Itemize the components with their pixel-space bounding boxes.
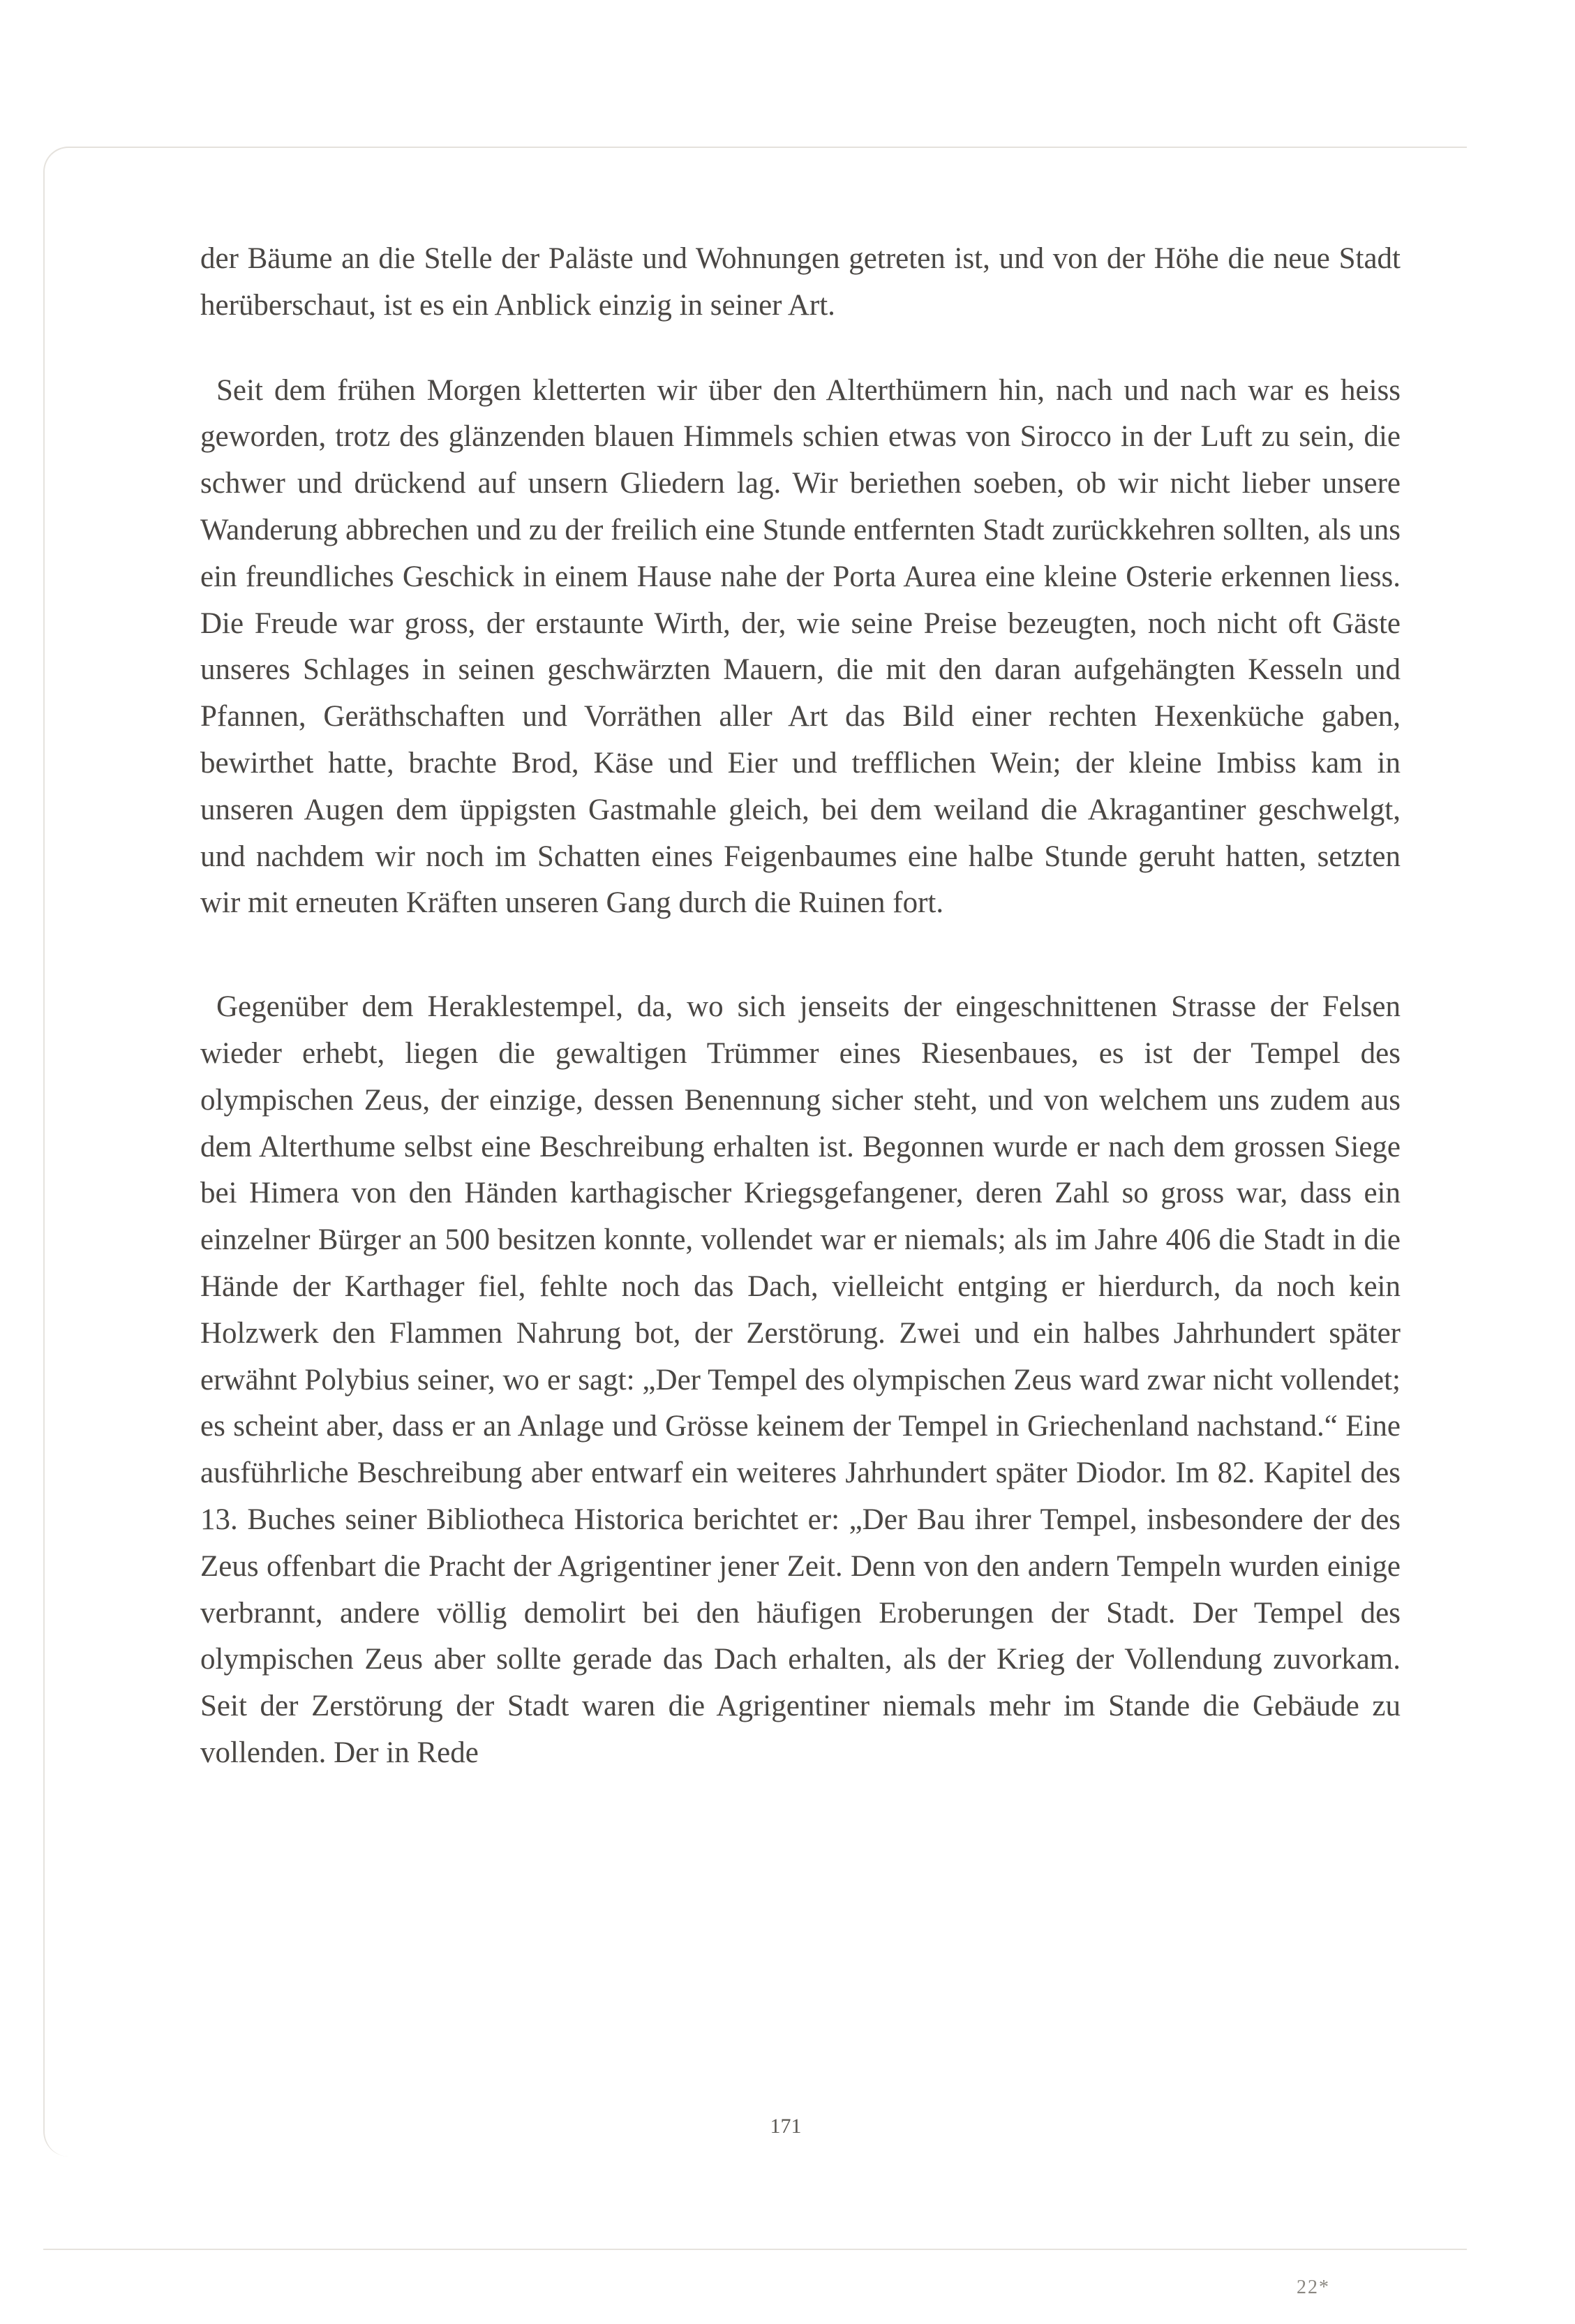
paragraph-3: Gegenüber dem Heraklestempel, da, wo sich jenseits der eingeschnittenen Strasse der Felsen wieder erhebt, liegen die gewaltigen Trümmer eines Riesenbaues, es ist der Tempel des olympischen Zeus, der einzige, dessen Benennung sicher steht, und von welchem uns zudem aus dem Alterthume selbst eine Beschreibung erhalten ist. Begonnen wurde er nach dem grossen Siege bei Himera von den Händen karthagischer Kriegsgefangener, deren Zahl so gross war, dass ein einzelner Bürger an 500 besitzen konnte, vollendet war er niemals; als im Jahre 406 die Stadt in die Hände der Karthager fiel, fehlte noch das Dach, vielleicht entging er hierdurch, da noch kein Holzwerk den Flammen Nahrung bot, der Zerstörung. Zwei und ein halbes Jahrhundert später erwähnt Polybius seiner, wo er sagt: „Der Tempel des olympischen Zeus ward zwar nicht vollendet; es scheint aber, dass er an Anlage und Grösse keinem der Tempel in Griechenland nachstand.“ Eine ausführliche Beschreibung aber entwarf ein weiteres Jahrhundert später Diodor. Im 82. Kapitel des 13. Buches seiner Bibliotheca Historica berichtet er: „Der Bau ihrer Tempel, insbesondere der des Zeus offenbart die Pracht der Agrigentiner jener Zeit. Denn von den andern Tempeln wurden einige verbrannt, andere völlig demolirt bei den häufigen Eroberungen der Stadt. Der Tempel des olympischen Zeus aber sollte gerade das Dach erhalten, als der Krieg der Vollendung zuvorkam. Seit der Zerstörung der Stadt waren die Agrigentiner niemals mehr im Stande die Gebäude zu vollenden. Der in Rede [200,990,1401,1769]
paragraph-2: Seit dem frühen Morgen kletterten wir über den Alterthümern hin, nach und nach war es heiss geworden, trotz des glänzenden blauen Himmels schien etwas von Sirocco in der Luft zu sein, die schwer und drückend auf unsern Gliedern lag. Wir beriethen soeben, ob wir nicht lieber unsere Wanderung abbrechen und zu der freilich eine Stunde entfernten Stadt zurückkehren sollten, als uns ein freundliches Geschick in einem Hause nahe der Porta Aurea eine kleine Osterie erkennen liess. Die Freude war gross, der erstaunte Wirth, der, wie seine Preise bezeugten, noch nicht oft Gäste unseres Schlages in seinen geschwärzten Mauern, die mit den daran aufgehängten Kesseln und Pfannen, Geräthschaften und Vorräthen aller Art das Bild einer rechten Hexenküche gaben, bewirthet hatte, brachte Brod, Käse und Eier und trefflichen Wein; der kleine Imbiss kam in unseren Augen dem üppigsten Gastmahle gleich, bei dem weiland die Akragantiner geschwelgt, und nachdem wir noch im Schatten eines Feigenbaumes eine halbe Stunde geruht hatten, setzten wir mit erneuten Kräften unseren Gang durch die Ruinen fort. [200,373,1401,920]
signature-mark: 22* [1297,2277,1330,2298]
paragraph-1: der Bäume an die Stelle der Paläste und Wohnungen getreten ist, und von der Höhe die neue Stadt herüberschaut, ist es ein Anblick einzig in seiner Art. [200,242,1401,322]
page-number: 171 [770,2115,802,2138]
bottom-rule [43,2249,1467,2250]
body-text [200,236,1401,1777]
